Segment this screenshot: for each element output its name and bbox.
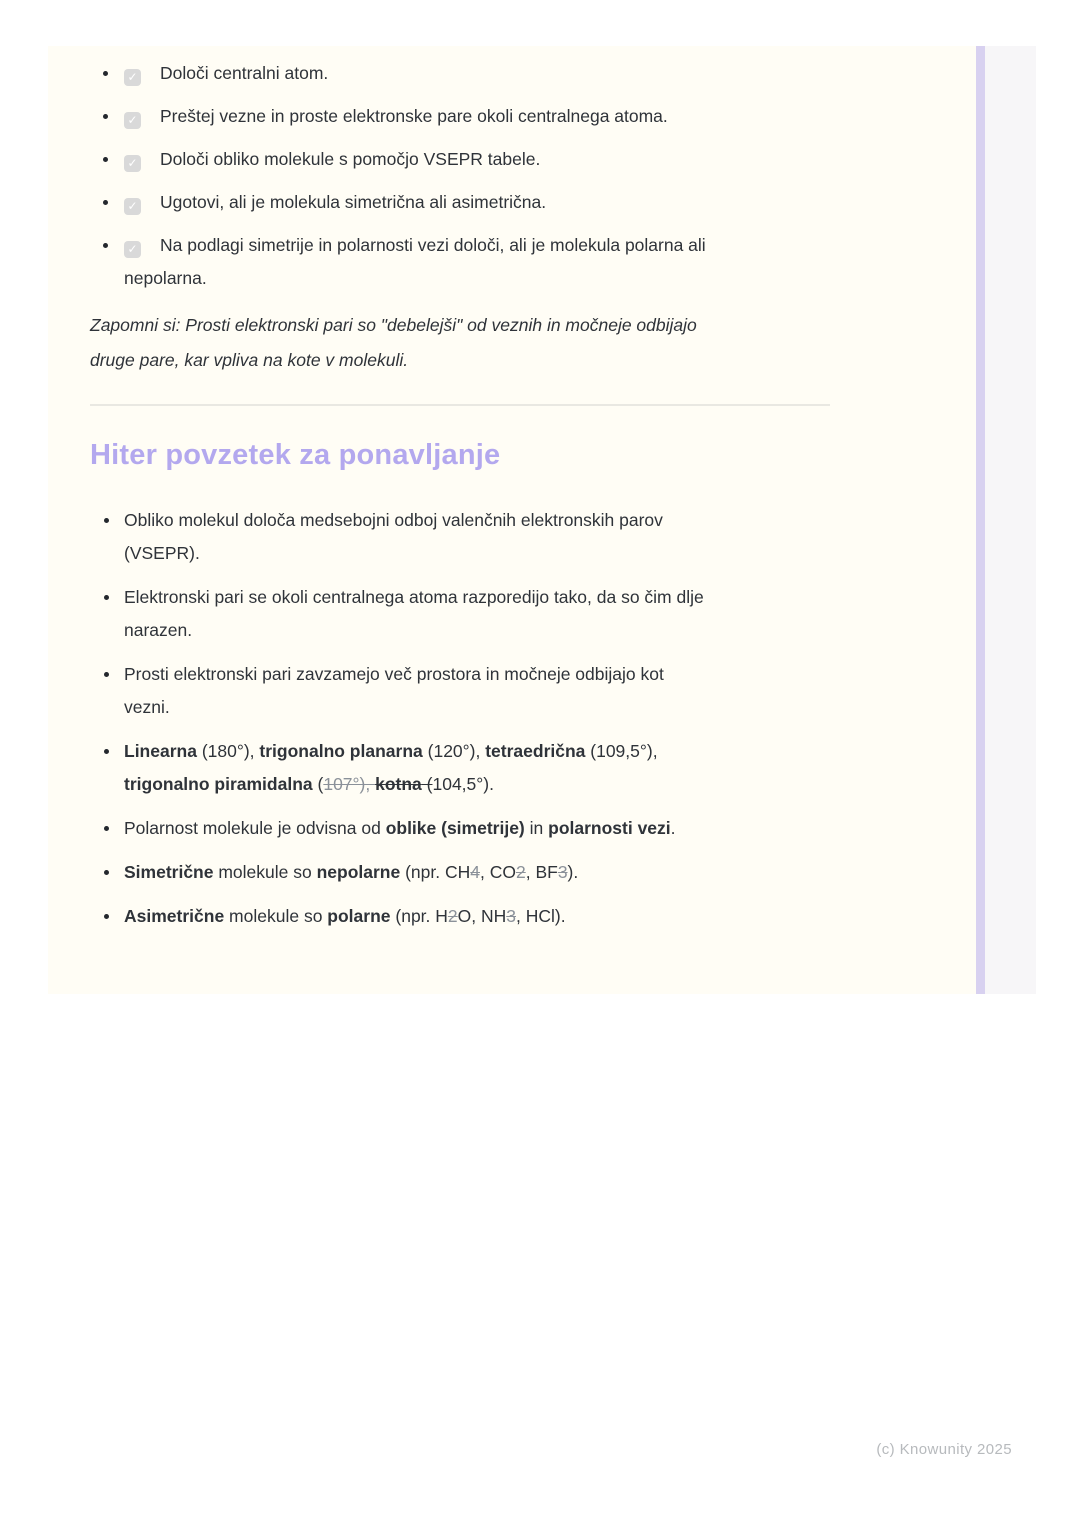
summary-item-text: Asimetrične <box>124 906 225 926</box>
checklist-item <box>124 186 934 219</box>
note-line-1: Zapomni si: Prosti elektronski pari so "debelejši" od veznih in močneje odbijajo <box>90 315 697 335</box>
checklist-item-text: Preštej vezne in proste elektronske pare okoli centralnega atoma. <box>160 106 668 126</box>
checklist-item-text: Določi centralni atom. <box>160 63 329 83</box>
checklist-item <box>124 57 934 90</box>
summary-item-text: ( <box>312 774 324 794</box>
summary-item-text: vezni. <box>124 697 170 717</box>
summary-heading: Hiter povzetek za ponavljanje <box>90 439 501 471</box>
summary-item-text: molekule so <box>213 862 317 882</box>
summary-item-text: in <box>524 818 549 838</box>
summary-item-text: polarne <box>327 906 391 926</box>
checkbox-checked-icon[interactable]: ✓ <box>124 69 141 86</box>
summary-item-text: 3 <box>506 906 516 926</box>
copyright-footer: (c) Knowunity 2025 <box>876 1441 1012 1458</box>
summary-item <box>124 735 834 801</box>
summary-item-text: kotna <box>375 774 422 794</box>
summary-item-text: (VSEPR). <box>124 543 200 563</box>
checklist-item-text: Ugotovi, ali je molekula simetrična ali asimetrična. <box>160 192 547 212</box>
summary-item-text: , HCl). <box>516 906 566 926</box>
summary-item-text: Obliko molekul določa medsebojni odboj valenčnih elektronskih parov <box>124 510 663 530</box>
note-text <box>90 308 934 378</box>
checklist <box>124 57 934 295</box>
summary-item-text: polarnosti vezi <box>548 818 671 838</box>
summary-item-text: trigonalno piramidalna <box>124 774 313 794</box>
summary-item-text: (npr. H <box>390 906 448 926</box>
summary-item-text: ( <box>421 774 433 794</box>
checklist-item-text: Na podlagi simetrije in polarnosti vezi določi, ali je molekula polarna ali nepolarna. <box>124 235 706 288</box>
summary-item-text: Linearna <box>124 741 197 761</box>
document-page <box>48 46 976 994</box>
divider <box>90 404 830 406</box>
summary-item-text: 107°), <box>323 774 376 794</box>
summary-item <box>124 812 834 845</box>
summary-item-text: (120°), <box>422 741 486 761</box>
summary-item <box>124 658 834 724</box>
summary-item <box>124 504 834 570</box>
checklist-item <box>124 143 934 176</box>
summary-item-text: 4 <box>470 862 480 882</box>
summary-item-text: , CO <box>480 862 516 882</box>
summary-item-text: Prosti elektronski pari zavzamejo več prostora in močneje odbijajo kot <box>124 664 664 684</box>
checklist-item-text: Določi obliko molekule s pomočjo VSEPR tabele. <box>160 149 541 169</box>
summary-item-text: 2 <box>447 906 458 926</box>
summary-item-text: molekule so <box>224 906 328 926</box>
summary-item-text: (109,5°), <box>585 741 658 761</box>
summary-item-text: Elektronski pari se okoli centralnega atoma razporedijo tako, da so čim dlje <box>124 587 704 607</box>
summary-item-text: trigonalno planarna <box>259 741 423 761</box>
summary-item-text: (npr. CH <box>400 862 471 882</box>
next-page-edge <box>985 46 1036 994</box>
summary-item <box>124 856 834 889</box>
checkbox-checked-icon[interactable]: ✓ <box>124 198 141 215</box>
checkbox-checked-icon[interactable]: ✓ <box>124 112 141 129</box>
checkbox-checked-icon[interactable]: ✓ <box>124 241 141 258</box>
summary-item-text: (180°), <box>196 741 260 761</box>
summary-item <box>124 581 834 647</box>
summary-item-text: 104,5°). <box>432 774 494 794</box>
checklist-item <box>124 100 934 133</box>
summary-item-text: nepolarne <box>316 862 401 882</box>
summary-item-text: Polarnost molekule je odvisna od <box>124 818 386 838</box>
page-edge-line <box>976 46 985 994</box>
summary-item-text: narazen. <box>124 620 193 640</box>
summary-list <box>124 504 934 933</box>
summary-item-text: Simetrične <box>124 862 214 882</box>
summary-item-text: 3 <box>557 862 568 882</box>
summary-item <box>124 900 834 933</box>
summary-item-text: , BF <box>525 862 558 882</box>
checkbox-checked-icon[interactable]: ✓ <box>124 155 141 172</box>
summary-item-text: . <box>670 818 676 838</box>
summary-item-text: oblike (simetrije) <box>385 818 525 838</box>
summary-item-text: O, NH <box>457 906 507 926</box>
note-line-2: druge pare, kar vpliva na kote v molekuli. <box>90 350 409 370</box>
summary-item-text: ). <box>567 862 579 882</box>
summary-item-text: tetraedrična <box>485 741 586 761</box>
checklist-item <box>124 229 934 295</box>
summary-item-text: 2 <box>515 862 526 882</box>
